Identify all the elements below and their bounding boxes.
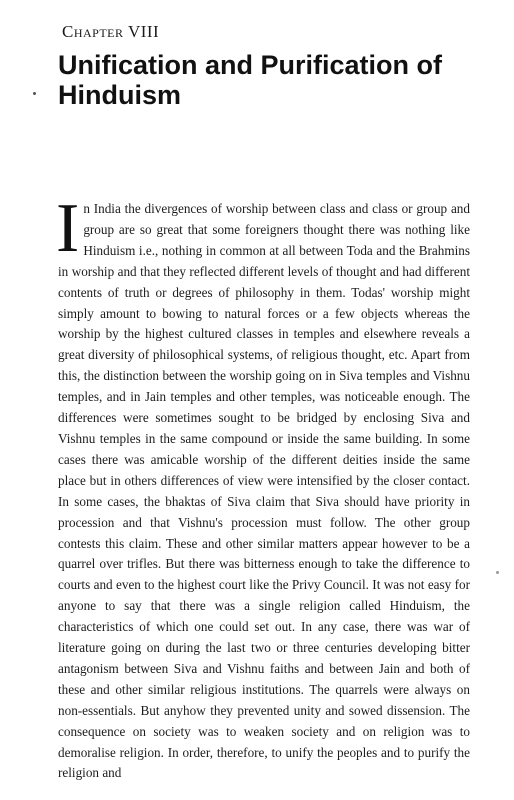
paragraph-text: n India the divergences of worship between class and class or group and group are so great that some foreigners thought there was nothing like Hinduism i.e., nothing in common at all between Toda and the Brahmins in worship and that they reflected different levels of thought and had different contents of truth or degrees of philosophy in them. Todas' worship might simply amount to bowing to natural forces or a few objects whereas the worship by the highest cultured classes in temples and elsewhere reveals a great diversity of philosophical systems, of religious thought, etc. Apart from this, the distinction between the worship going on in Siva temples and Vishnu temples, and in Jain temples and other temples, was noticeable enough. The differences were sometimes sought to be bridged by enclosing Siva and Vishnu temples in the same compound or inside the same building. In some cases there was amicable worship of the different deities inside the same place but in others differences of view were intensified by the closer contact. In some cases, the bhaktas of Siva claim that Siva should have priority in procession and that Vishnu's procession must follow. The other group contests this claim. These and other similar matters appear however to be a quarrel over trifles. But there was bitterness enough to take the difference to courts and even to the highest court like the Privy Council. It was not easy for anyone to say that there was a single religion called Hinduism, the characteristics of which one could set out. In any case, there was war of literature going on during the last two or three centuries developing bitter antagonism between Siva and Vishnu faiths and between Jain and both of these and other similar religious institutions. The quarrels were always on non-essentials. But anyhow they prevented unity and sowed dissension. The consequence on society was to weaken society and on religion was to demoralise religion. In order, therefore, to unify the peoples and to purify the religion and xyxy=(58,201,470,781)
body-paragraph xyxy=(56,190,470,784)
scan-speck-margin xyxy=(496,571,499,574)
drop-cap: I xyxy=(56,190,80,267)
chapter-label: Chapter VIII xyxy=(62,22,160,41)
scan-speck xyxy=(33,92,36,95)
chapter-title: Unification and Purification of Hinduism xyxy=(58,50,442,110)
